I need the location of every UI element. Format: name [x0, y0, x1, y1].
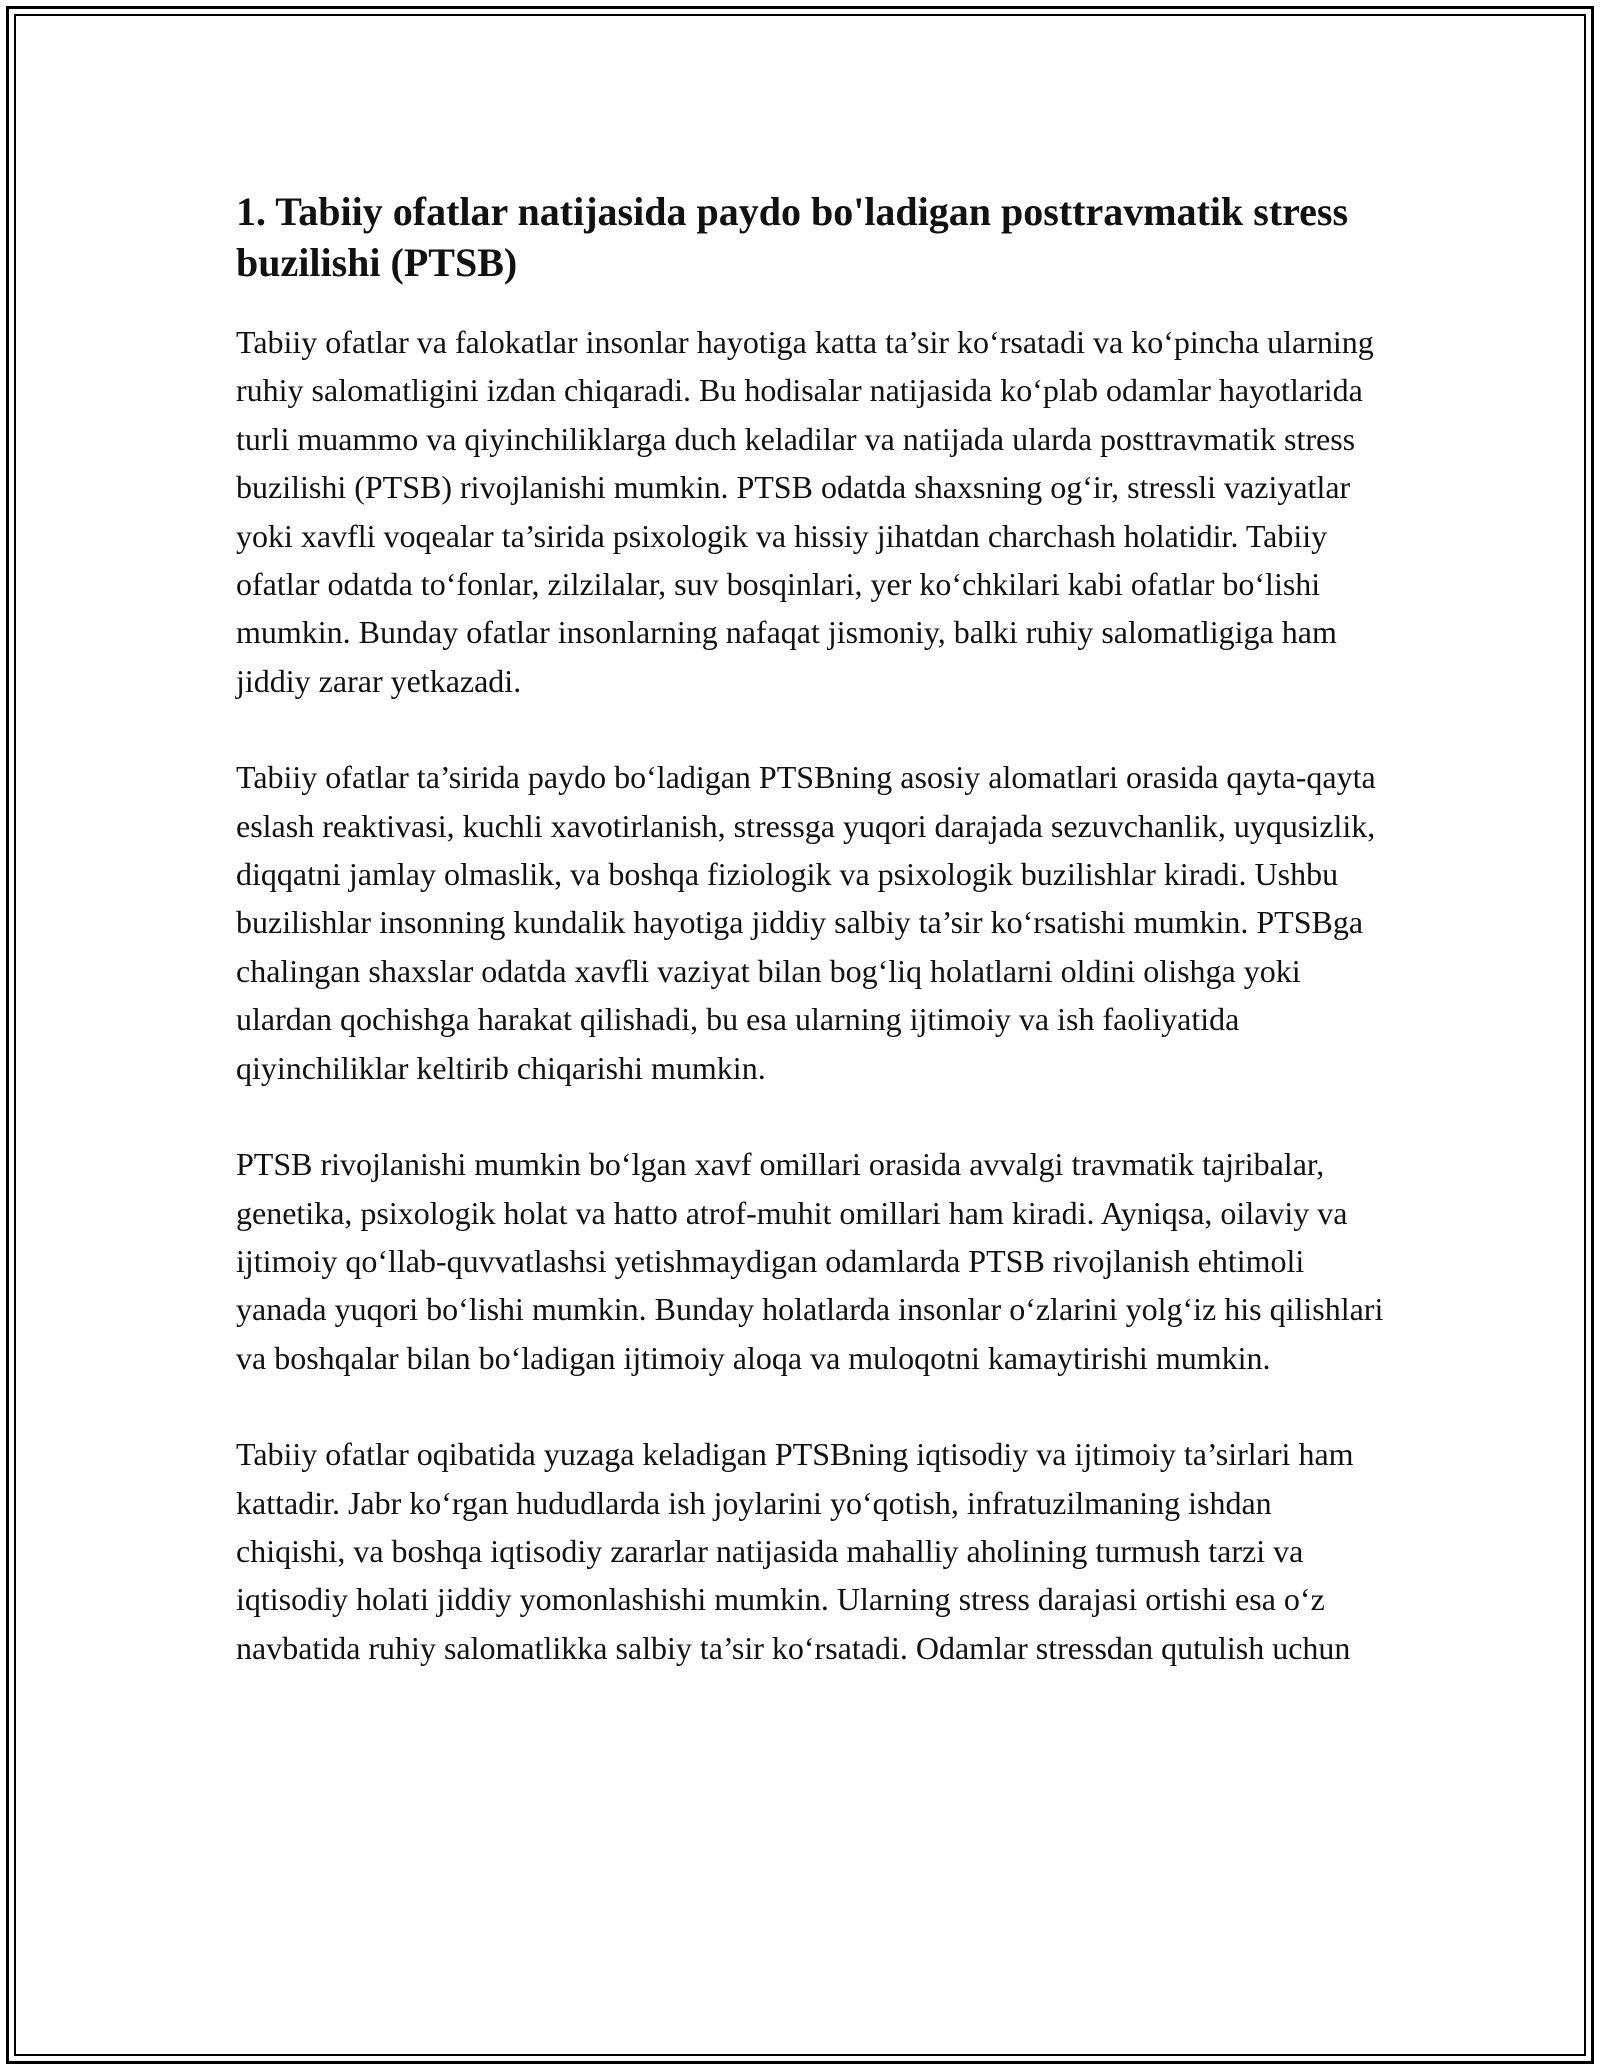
paragraph-3: PTSB rivojlanishi mumkin boʻlgan xavf omillari orasida avvalgi travmatik tajribalar, genetika, psixologik holat va hatto atrof-muhit omillari ham kiradi. Ayniqsa, oilaviy va ijtimoiy qoʻllab-quvvatlashsi yetishmaydigan odamlarda PTSB rivojlanish ehtimoli yanada yuqori boʻlishi mumkin. Bunday holatlarda insonlar oʻzlarini yolgʻiz his qilishlari va boshqalar bilan boʻladigan ijtimoiy aloqa va muloqotni kamaytirishi mumkin.: [236, 1146, 1384, 1376]
paragraph-1: Tabiiy ofatlar va falokatlar insonlar hayotiga katta ta’sir koʻrsatadi va koʻpincha ularning ruhiy salomatligini izdan chiqaradi. Bu hodisalar natijasida koʻplab odamlar hayotlarida turli muammo va qiyinchiliklarga duch keladilar va natijada ularda posttravmatik stress buzilishi (PTSB) rivojlanishi mumkin. PTSB odatda shaxsning ogʻir, stressli vaziyatlar yoki xavfli voqealar ta’sirida psixologik va hissiy jihatdan charchash holatidir. Tabiiy ofatlar odatda toʻfonlar, zilzilalar, suv bosqinlari, yer koʻchkilari kabi ofatlar boʻlishi mumkin. Bunday ofatlar insonlarning nafaqat jismoniy, balki ruhiy salomatligiga ham jiddiy zarar yetkazadi.: [236, 324, 1374, 699]
paragraph-2: Tabiiy ofatlar ta’sirida paydo boʻladigan PTSBning asosiy alomatlari orasida qayta-qayta eslash reaktivasi, kuchli xavotirlanish, stressga yuqori darajada sezuvchanlik, uyqusizlik, diqqatni jamlay olmaslik, va boshqa fiziologik va psixologik buzilishlar kiradi. Ushbu buzilishlar insonning kundalik hayotiga jiddiy salbiy ta’sir koʻrsatishi mumkin. PTSBga chalingan shaxslar odatda xavfli vaziyat bilan bogʻliq holatlarni oldini olishga yoki ulardan qochishga harakat qilishadi, bu esa ularning ijtimoiy va ish faoliyatida qiyinchiliklar keltirib chiqarishi mumkin.: [236, 759, 1376, 1086]
section-heading: 1. Tabiiy ofatlar natijasida paydo bo'ladigan posttravmatik stress buzilishi (PTSB): [236, 189, 1349, 285]
document-body: [236, 186, 1386, 1720]
paragraph-4: Tabiiy ofatlar oqibatida yuzaga keladigan PTSBning iqtisodiy va ijtimoiy ta’sirlari ham kattadir. Jabr koʻrgan hududlarda ish joylarini yoʻqotish, infratuzilmaning ishdan chiqishi, va boshqa iqtisodiy zararlar natijasida mahalliy aholining turmush tarzi va iqtisodiy holati jiddiy yomonlashishi mumkin. Ularning stress darajasi ortishi esa oʻz navbatida ruhiy salomatlikka salbiy ta’sir koʻrsatadi. Odamlar stressdan qutulish uchun: [236, 1436, 1354, 1666]
